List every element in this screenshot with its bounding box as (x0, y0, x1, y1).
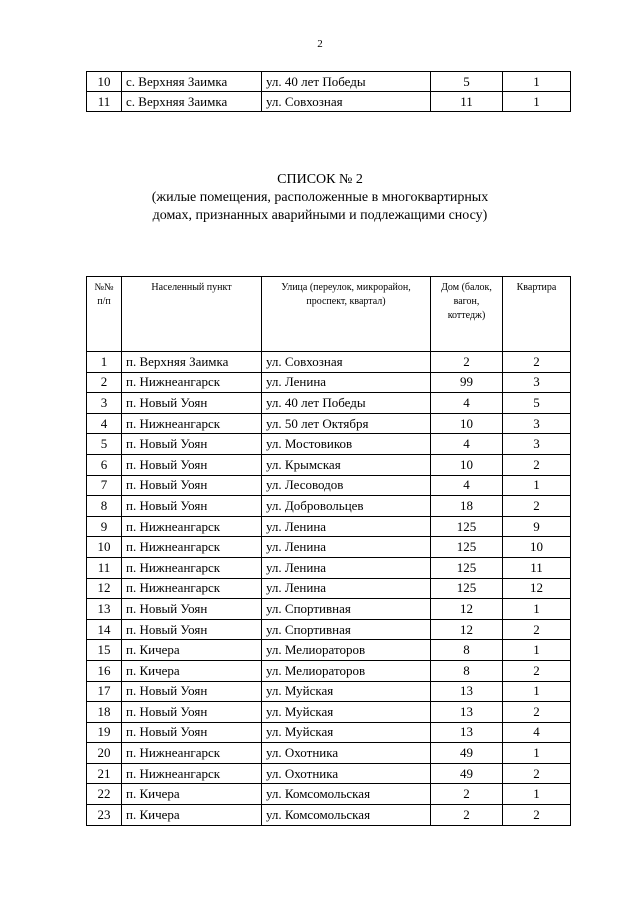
cell-number: 18 (87, 702, 122, 723)
cell-street: ул. Муйская (262, 681, 431, 702)
cell-settlement: п. Кичера (122, 660, 262, 681)
table-row (87, 92, 571, 112)
cell-house: 5 (431, 72, 503, 92)
cell-house: 8 (431, 640, 503, 661)
cell-apartment: 1 (503, 475, 571, 496)
cell-apartment: 2 (503, 496, 571, 517)
table-row (87, 537, 571, 558)
cell-apartment: 2 (503, 763, 571, 784)
cell-apartment: 3 (503, 413, 571, 434)
cell-house: 125 (431, 578, 503, 599)
cell-street: ул. Спортивная (262, 619, 431, 640)
cell-settlement: п. Нижнеангарск (122, 557, 262, 578)
table-row (87, 805, 571, 826)
table-row (87, 434, 571, 455)
cell-street: ул. Ленина (262, 537, 431, 558)
cell-street: ул. Комсомольская (262, 784, 431, 805)
table-row (87, 763, 571, 784)
cell-apartment: 3 (503, 372, 571, 393)
cell-settlement: п. Новый Уоян (122, 681, 262, 702)
cell-settlement: п. Кичера (122, 805, 262, 826)
header-apartment: Квартира (503, 277, 571, 352)
cell-house: 11 (431, 92, 503, 112)
cell-number: 23 (87, 805, 122, 826)
cell-number: 4 (87, 413, 122, 434)
cell-street: ул. Лесоводов (262, 475, 431, 496)
table-row (87, 681, 571, 702)
cell-number: 11 (87, 557, 122, 578)
cell-settlement: п. Новый Уоян (122, 393, 262, 414)
table-row (87, 599, 571, 620)
table-row (87, 619, 571, 640)
cell-settlement: п. Нижнеангарск (122, 537, 262, 558)
cell-apartment: 4 (503, 722, 571, 743)
cell-street: ул. Муйская (262, 702, 431, 723)
cell-number: 9 (87, 516, 122, 537)
cell-house: 125 (431, 557, 503, 578)
cell-house: 49 (431, 763, 503, 784)
cell-settlement: п. Нижнеангарск (122, 516, 262, 537)
cell-apartment: 1 (503, 681, 571, 702)
cell-number: 3 (87, 393, 122, 414)
cell-apartment: 2 (503, 352, 571, 373)
cell-apartment: 2 (503, 702, 571, 723)
cell-street: ул. Мостовиков (262, 434, 431, 455)
cell-house: 10 (431, 454, 503, 475)
cell-number: 6 (87, 454, 122, 475)
cell-street: ул. 40 лет Победы (262, 393, 431, 414)
list-subtitle-line2: домах, признанных аварийными и подлежащими сносу) (152, 208, 488, 223)
cell-number: 14 (87, 619, 122, 640)
table-row (87, 352, 571, 373)
cell-street: ул. Охотника (262, 763, 431, 784)
cell-house: 4 (431, 475, 503, 496)
cell-settlement: п. Кичера (122, 784, 262, 805)
cell-apartment: 9 (503, 516, 571, 537)
cell-house: 13 (431, 702, 503, 723)
cell-street: ул. Комсомольская (262, 805, 431, 826)
cell-number: 2 (87, 372, 122, 393)
cell-apartment: 12 (503, 578, 571, 599)
cell-street: ул. Добровольцев (262, 496, 431, 517)
cell-settlement: п. Новый Уоян (122, 496, 262, 517)
cell-street: ул. Ленина (262, 557, 431, 578)
cell-settlement: п. Верхняя Заимка (122, 352, 262, 373)
cell-house: 4 (431, 393, 503, 414)
cell-house: 12 (431, 599, 503, 620)
cell-street: ул. Крымская (262, 454, 431, 475)
cell-apartment: 5 (503, 393, 571, 414)
cell-apartment: 1 (503, 92, 571, 112)
cell-house: 8 (431, 660, 503, 681)
cell-settlement: п. Кичера (122, 640, 262, 661)
cell-house: 2 (431, 784, 503, 805)
cell-house: 13 (431, 681, 503, 702)
cell-street: ул. 50 лет Октября (262, 413, 431, 434)
page-number: 2 (317, 38, 323, 50)
cell-number: 12 (87, 578, 122, 599)
cell-number: 21 (87, 763, 122, 784)
cell-number: 13 (87, 599, 122, 620)
cell-settlement: п. Новый Уоян (122, 722, 262, 743)
cell-apartment: 1 (503, 599, 571, 620)
table-row (87, 557, 571, 578)
table-row (87, 372, 571, 393)
cell-street: ул. 40 лет Победы (262, 72, 431, 92)
cell-house: 49 (431, 743, 503, 764)
cell-number: 15 (87, 640, 122, 661)
cell-apartment: 11 (503, 557, 571, 578)
table-row (87, 496, 571, 517)
cell-apartment: 1 (503, 640, 571, 661)
table-row (87, 475, 571, 496)
cell-settlement: с. Верхняя Заимка (122, 72, 262, 92)
cell-apartment: 2 (503, 619, 571, 640)
header-settlement: Населенный пункт (122, 277, 262, 352)
cell-house: 125 (431, 537, 503, 558)
cell-settlement: п. Новый Уоян (122, 434, 262, 455)
cell-number: 8 (87, 496, 122, 517)
cell-street: ул. Совхозная (262, 92, 431, 112)
cell-number: 10 (87, 72, 122, 92)
cell-settlement: п. Нижнеангарск (122, 763, 262, 784)
cell-number: 16 (87, 660, 122, 681)
cell-apartment: 2 (503, 454, 571, 475)
table-row (87, 722, 571, 743)
table-row (87, 640, 571, 661)
cell-number: 22 (87, 784, 122, 805)
cell-apartment: 1 (503, 784, 571, 805)
cell-settlement: с. Верхняя Заимка (122, 92, 262, 112)
cell-house: 2 (431, 805, 503, 826)
cell-settlement: п. Нижнеангарск (122, 413, 262, 434)
table-row (87, 784, 571, 805)
table-row (87, 393, 571, 414)
cell-apartment: 2 (503, 660, 571, 681)
cell-settlement: п. Нижнеангарск (122, 578, 262, 599)
cell-house: 2 (431, 352, 503, 373)
table-row (87, 454, 571, 475)
cell-number: 20 (87, 743, 122, 764)
cell-house: 125 (431, 516, 503, 537)
cell-street: ул. Охотника (262, 743, 431, 764)
cell-street: ул. Ленина (262, 516, 431, 537)
cell-street: ул. Ленина (262, 372, 431, 393)
table-header-row (87, 277, 571, 352)
table-row (87, 660, 571, 681)
cell-apartment: 2 (503, 805, 571, 826)
cell-house: 99 (431, 372, 503, 393)
cell-street: ул. Мелиораторов (262, 660, 431, 681)
table-row (87, 516, 571, 537)
cell-settlement: п. Новый Уоян (122, 702, 262, 723)
cell-street: ул. Муйская (262, 722, 431, 743)
cell-settlement: п. Нижнеангарск (122, 372, 262, 393)
cell-number: 7 (87, 475, 122, 496)
table-row (87, 743, 571, 764)
cell-settlement: п. Новый Уоян (122, 475, 262, 496)
cell-settlement: п. Новый Уоян (122, 599, 262, 620)
cell-settlement: п. Нижнеангарск (122, 743, 262, 764)
list-title: СПИСОК № 2 (277, 172, 363, 187)
cell-number: 17 (87, 681, 122, 702)
table-row (87, 578, 571, 599)
cell-apartment: 3 (503, 434, 571, 455)
header-house: Дом (балок, вагон, коттедж) (431, 277, 503, 352)
table-row (87, 702, 571, 723)
cell-apartment: 1 (503, 743, 571, 764)
cell-street: ул. Ленина (262, 578, 431, 599)
list-subtitle-line1: (жилые помещения, расположенные в многоквартирных (151, 190, 489, 205)
cell-apartment: 1 (503, 72, 571, 92)
cell-number: 11 (87, 92, 122, 112)
cell-number: 19 (87, 722, 122, 743)
continued-table (86, 71, 571, 112)
cell-settlement: п. Новый Уоян (122, 454, 262, 475)
cell-street: ул. Совхозная (262, 352, 431, 373)
cell-house: 18 (431, 496, 503, 517)
header-number: №№ п/п (87, 277, 122, 352)
cell-street: ул. Мелиораторов (262, 640, 431, 661)
cell-house: 13 (431, 722, 503, 743)
cell-apartment: 10 (503, 537, 571, 558)
housing-table (86, 276, 571, 826)
table-row (87, 413, 571, 434)
table-row (87, 72, 571, 92)
cell-house: 10 (431, 413, 503, 434)
cell-number: 5 (87, 434, 122, 455)
header-street: Улица (переулок, микрорайон, проспект, квартал) (262, 277, 431, 352)
cell-number: 10 (87, 537, 122, 558)
cell-house: 12 (431, 619, 503, 640)
cell-settlement: п. Новый Уоян (122, 619, 262, 640)
cell-house: 4 (431, 434, 503, 455)
cell-street: ул. Спортивная (262, 599, 431, 620)
cell-number: 1 (87, 352, 122, 373)
